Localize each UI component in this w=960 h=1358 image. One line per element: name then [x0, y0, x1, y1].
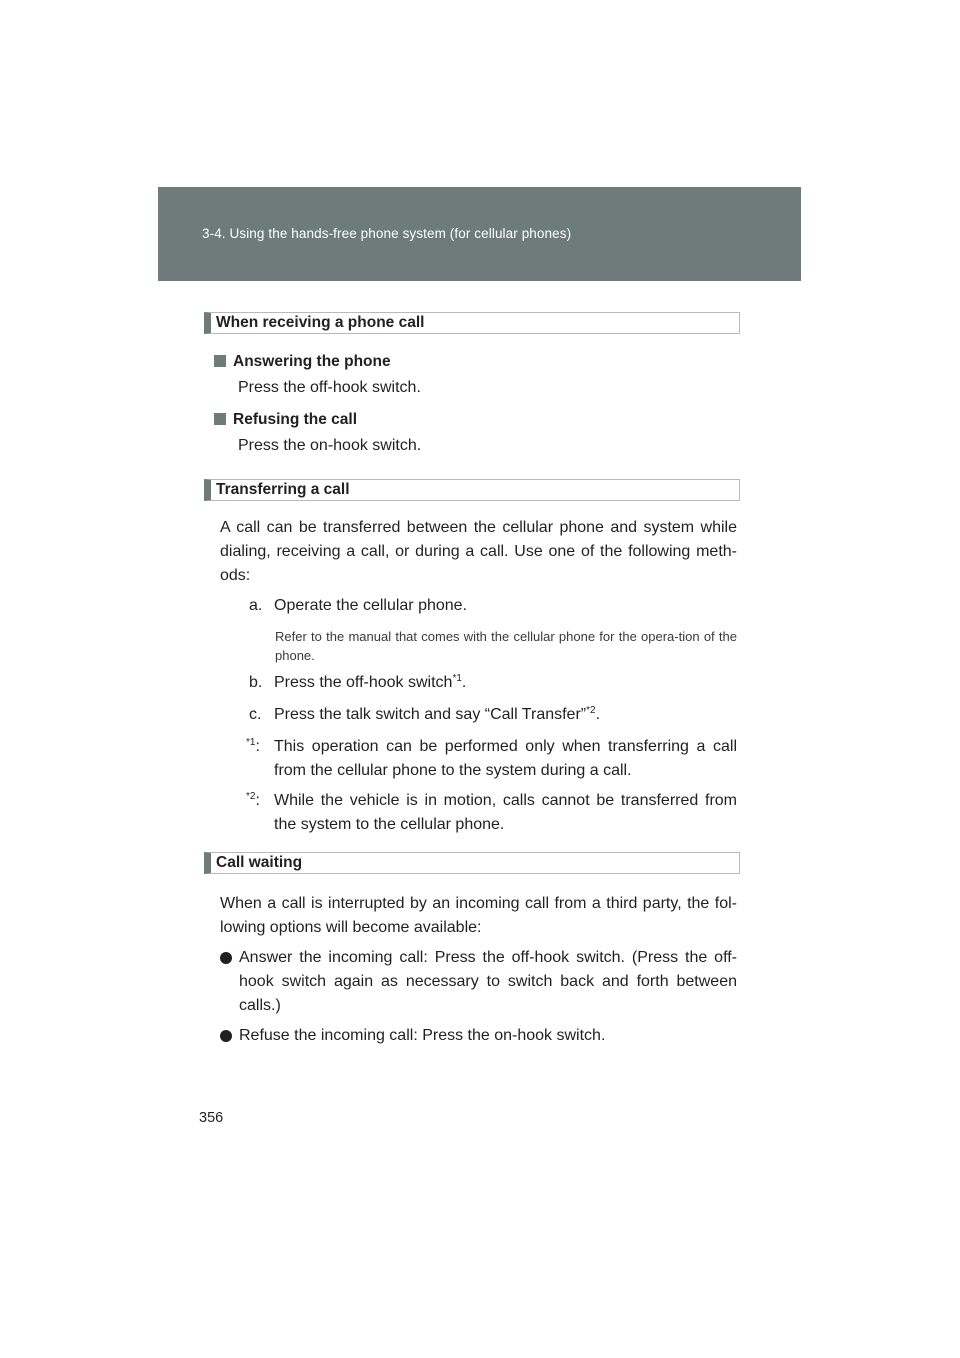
footnote-text: While the vehicle is in motion, calls cannot be transferred from the system to the cellular phone.	[274, 792, 737, 833]
square-bullet-icon	[214, 355, 226, 367]
list-marker: b.	[249, 674, 263, 691]
section-heading-text: When receiving a phone call	[216, 314, 425, 331]
section-heading-call-waiting	[204, 852, 740, 874]
call-waiting-bullet-1	[220, 946, 737, 1018]
section-heading-transferring	[204, 479, 740, 501]
list-item-text: Press the talk switch and say “Call Transfer”	[274, 706, 587, 723]
footnote-ref: *2	[586, 705, 596, 716]
subheading-text: Refusing the call	[233, 411, 358, 428]
footnote-ref: *1	[452, 673, 462, 684]
bullet-text: Refuse the incoming call: Press the on-hook switch.	[239, 1027, 606, 1044]
footnote-marker-sup: *1	[246, 737, 256, 748]
transferring-intro: A call can be transferred between the cellular phone and system while dialing, receiving a call, or during a call. Use one of the following meth-ods:	[220, 519, 737, 584]
footnote-1	[246, 735, 737, 783]
subheading-answering	[214, 353, 391, 371]
list-item-b	[249, 674, 466, 692]
section-heading-receiving	[204, 312, 740, 334]
subheading-text: Answering the phone	[233, 353, 391, 370]
footnote-text: This operation can be performed only when transferring a call from the cellular phone to the system during a call.	[274, 738, 737, 779]
footnote-2	[246, 789, 737, 837]
list-marker: a.	[249, 597, 263, 614]
footnote-marker: $^{*2}$:	[246, 791, 260, 809]
refusing-text: Press the on-hook switch.	[238, 437, 422, 454]
list-item-a	[249, 597, 467, 615]
answering-text: Press the off-hook switch.	[238, 379, 421, 396]
call-waiting-intro: When a call is interrupted by an incoming call from a third party, the fol-lowing options will become available:	[220, 895, 737, 936]
bullet-dot-icon	[220, 952, 232, 964]
list-marker: c.	[249, 706, 262, 723]
section-heading-text: Call waiting	[216, 854, 303, 871]
chapter-header-band	[158, 187, 801, 281]
footnote-marker-sup: *2	[246, 791, 256, 802]
section-heading-text: Transferring a call	[216, 481, 350, 498]
list-item-end: .	[595, 706, 601, 723]
page-number: 356	[199, 1110, 224, 1126]
chapter-section-title: 3-4. Using the hands-free phone system (for cellular phones)	[202, 226, 572, 241]
list-item-text: Operate the cellular phone.	[274, 597, 468, 614]
list-item-end: .	[461, 674, 467, 691]
item-a-note: Refer to the manual that comes with the cellular phone for the opera-tion of the phone.	[275, 629, 737, 663]
list-item-text: Press the off-hook switch	[274, 674, 453, 691]
subheading-refusing	[214, 411, 357, 429]
call-waiting-bullet-2	[220, 1024, 737, 1048]
footnote-marker: $^{*1}$:	[246, 737, 260, 755]
list-item-c	[249, 706, 600, 724]
bullet-text: Answer the incoming call: Press the off-hook switch. (Press the off-hook switch again as necessary to switch back and forth between calls.)	[239, 949, 737, 1014]
bullet-dot-icon	[220, 1030, 232, 1042]
square-bullet-icon	[214, 413, 226, 425]
